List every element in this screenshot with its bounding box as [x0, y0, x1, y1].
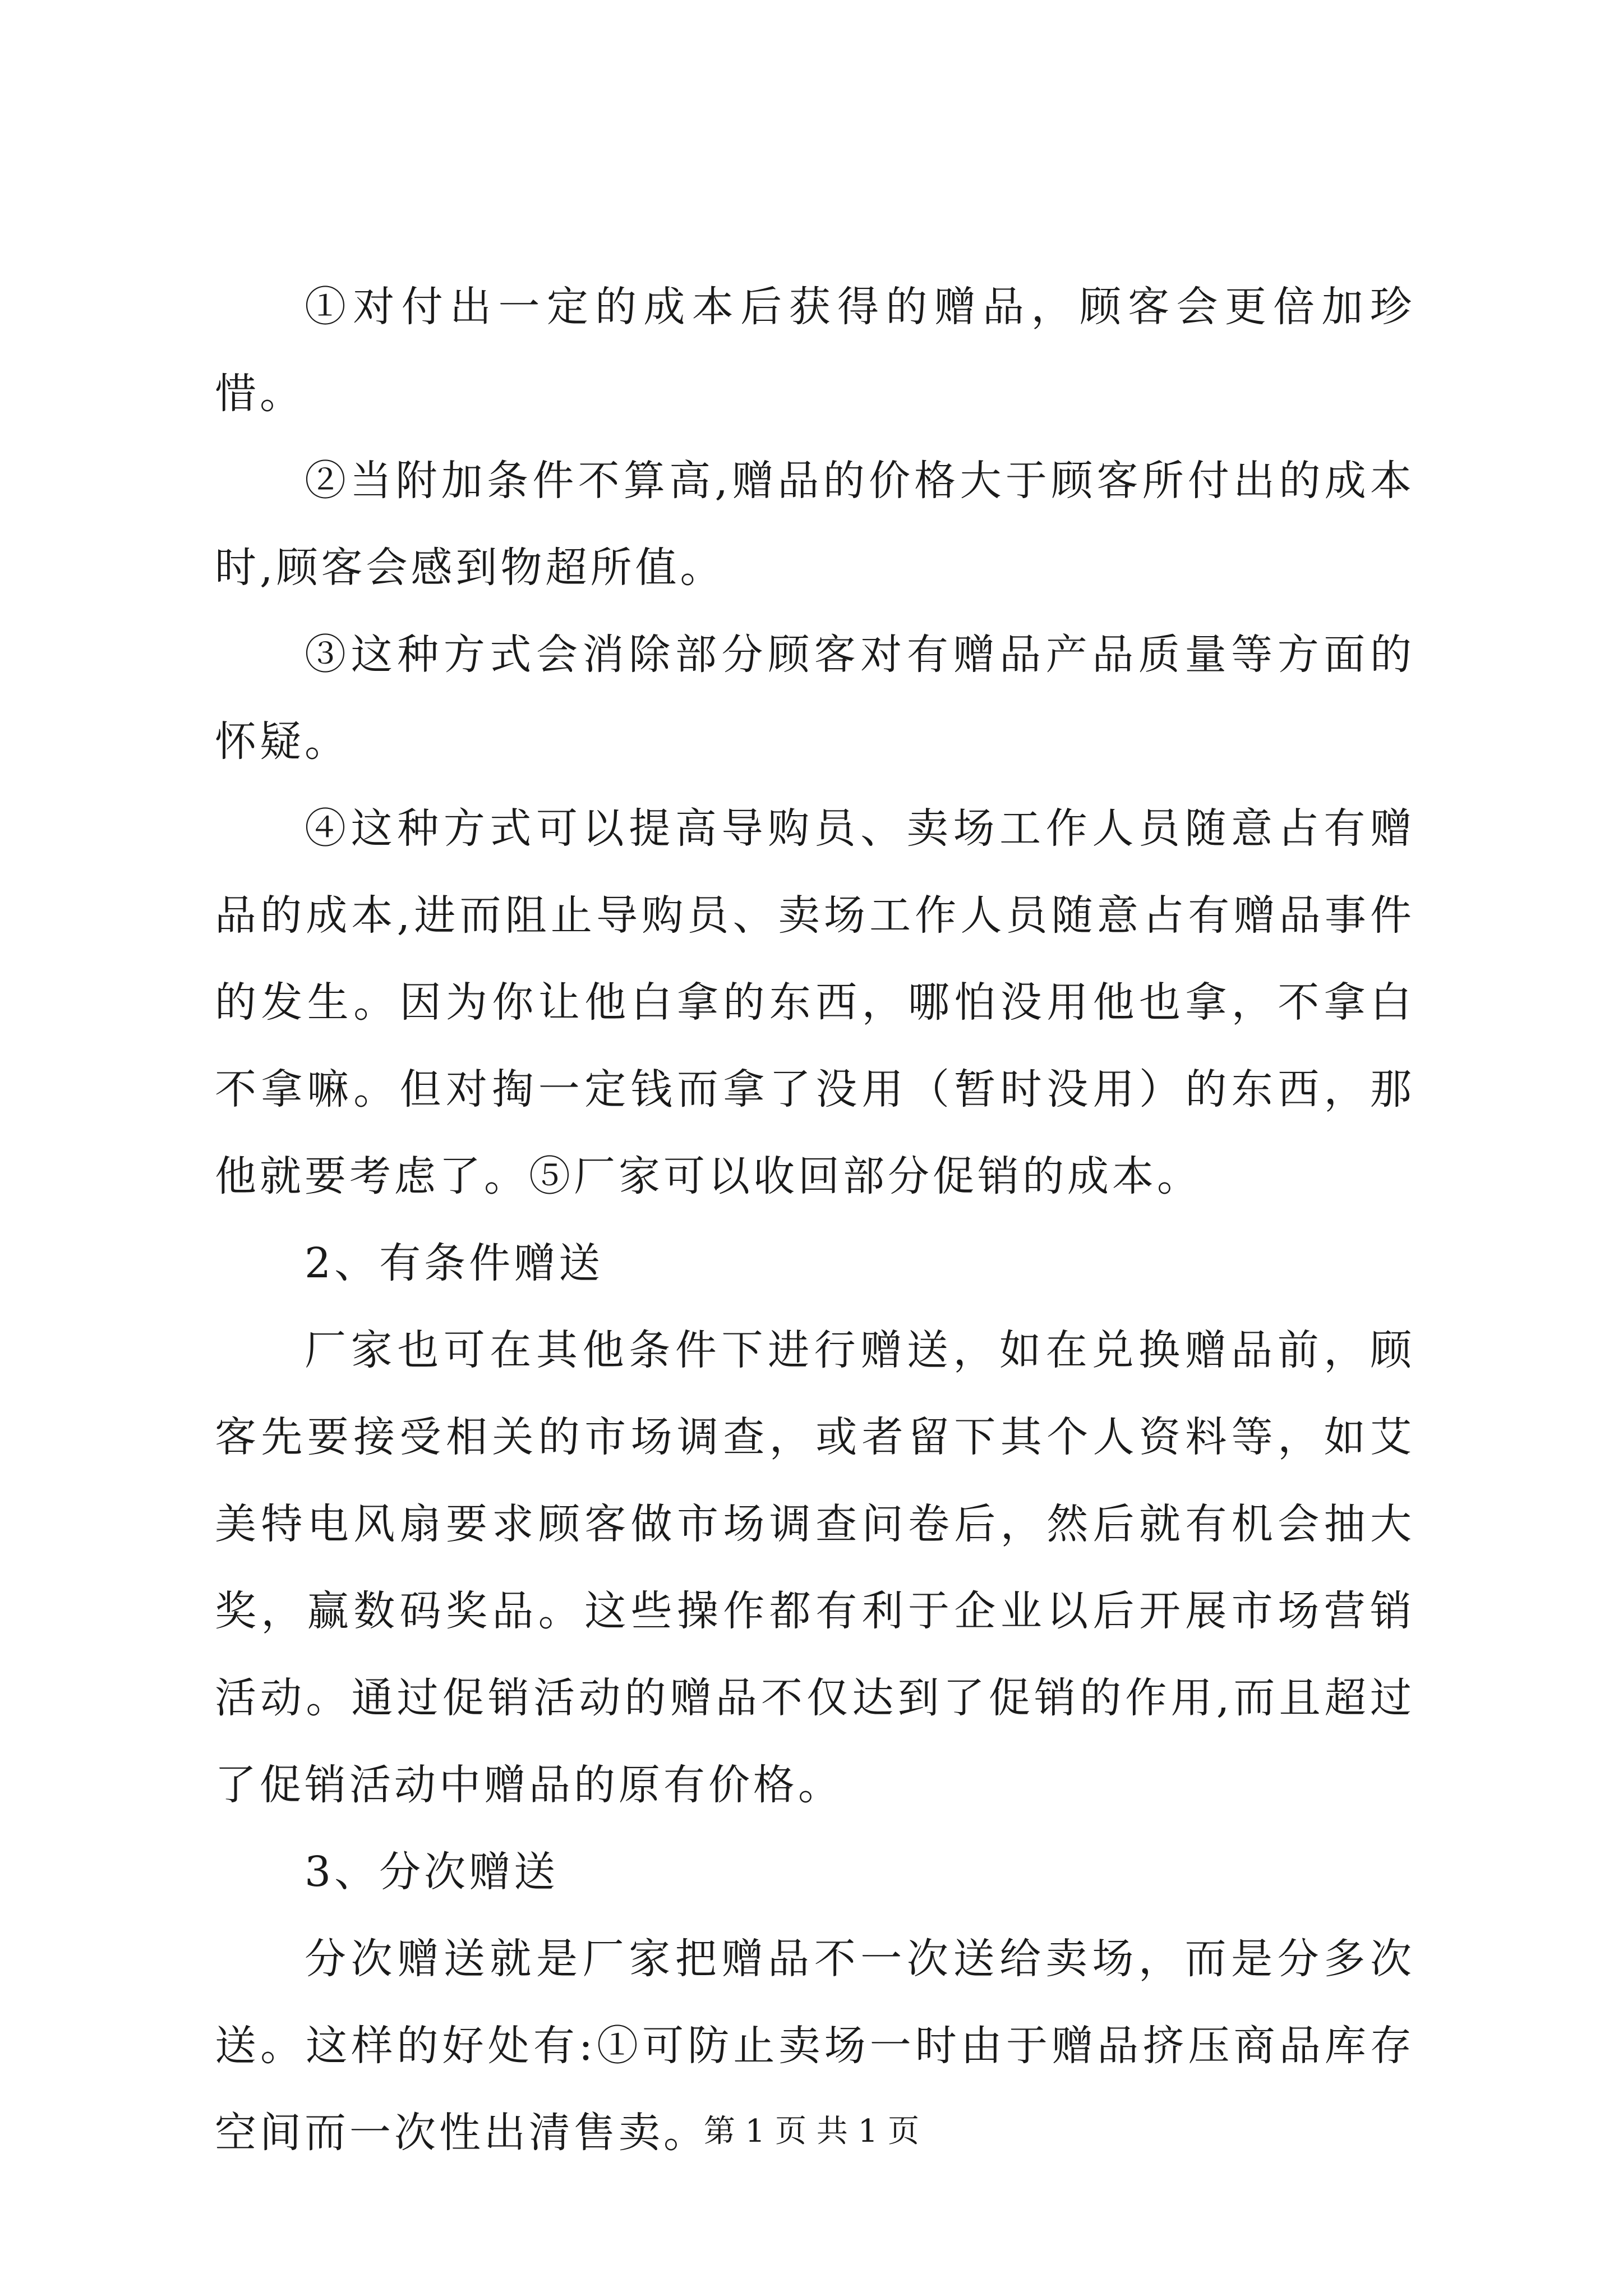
paragraph-benefit-4: ④这种方式可以提高导购员、卖场工作人员随意占有赠品的成本,进而阻止导购员、卖场工作人员随意占有赠品事件的发生。因为你让他白拿的东西，哪怕没用他也拿，不拿白不拿嘛。但对掏一定钱而拿了没用（暂时没用）的东西，那他就要考虑了。⑤厂家可以收回部分促销的成本。 — [215, 804, 1415, 1200]
paragraph-benefit-1: ①对付出一定的成本后获得的赠品，顾客会更倍加珍惜。 — [215, 283, 1415, 418]
page-footer: 第 1 页 共 1 页 — [703, 2113, 920, 2150]
document-body — [215, 264, 1415, 2177]
section-heading-conditional-gift: 2、有条件赠送 — [305, 1239, 604, 1287]
paragraph-benefit-3: ③这种方式会消除部分顾客对有赠品产品质量等方面的怀疑。 — [215, 631, 1415, 766]
paragraph-benefit-2: ②当附加条件不算高,赠品的价格大于顾客所付出的成本时,顾客会感到物超所值。 — [215, 457, 1415, 592]
paragraph-installment-gift: 分次赠送就是厂家把赠品不一次送给卖场，而是分多次送。这样的好处有:①可防止卖场一时由于赠品挤压商品库存空间而一次性出清售卖。 — [215, 1935, 1415, 2157]
section-heading-installment-gift: 3、分次赠送 — [305, 1848, 559, 1896]
paragraph-conditional-gift: 厂家也可在其他条件下进行赠送，如在兑换赠品前，顾客先要接受相关的市场调查，或者留下其个人资料等，如艾美特电风扇要求顾客做市场调查问卷后，然后就有机会抽大奖，赢数码奖品。这些操作都有利于企业以后开展市场营销活动。通过促销活动的赠品不仅达到了促销的作用,而且超过了促销活动中赠品的原有价格。 — [215, 1326, 1415, 1809]
